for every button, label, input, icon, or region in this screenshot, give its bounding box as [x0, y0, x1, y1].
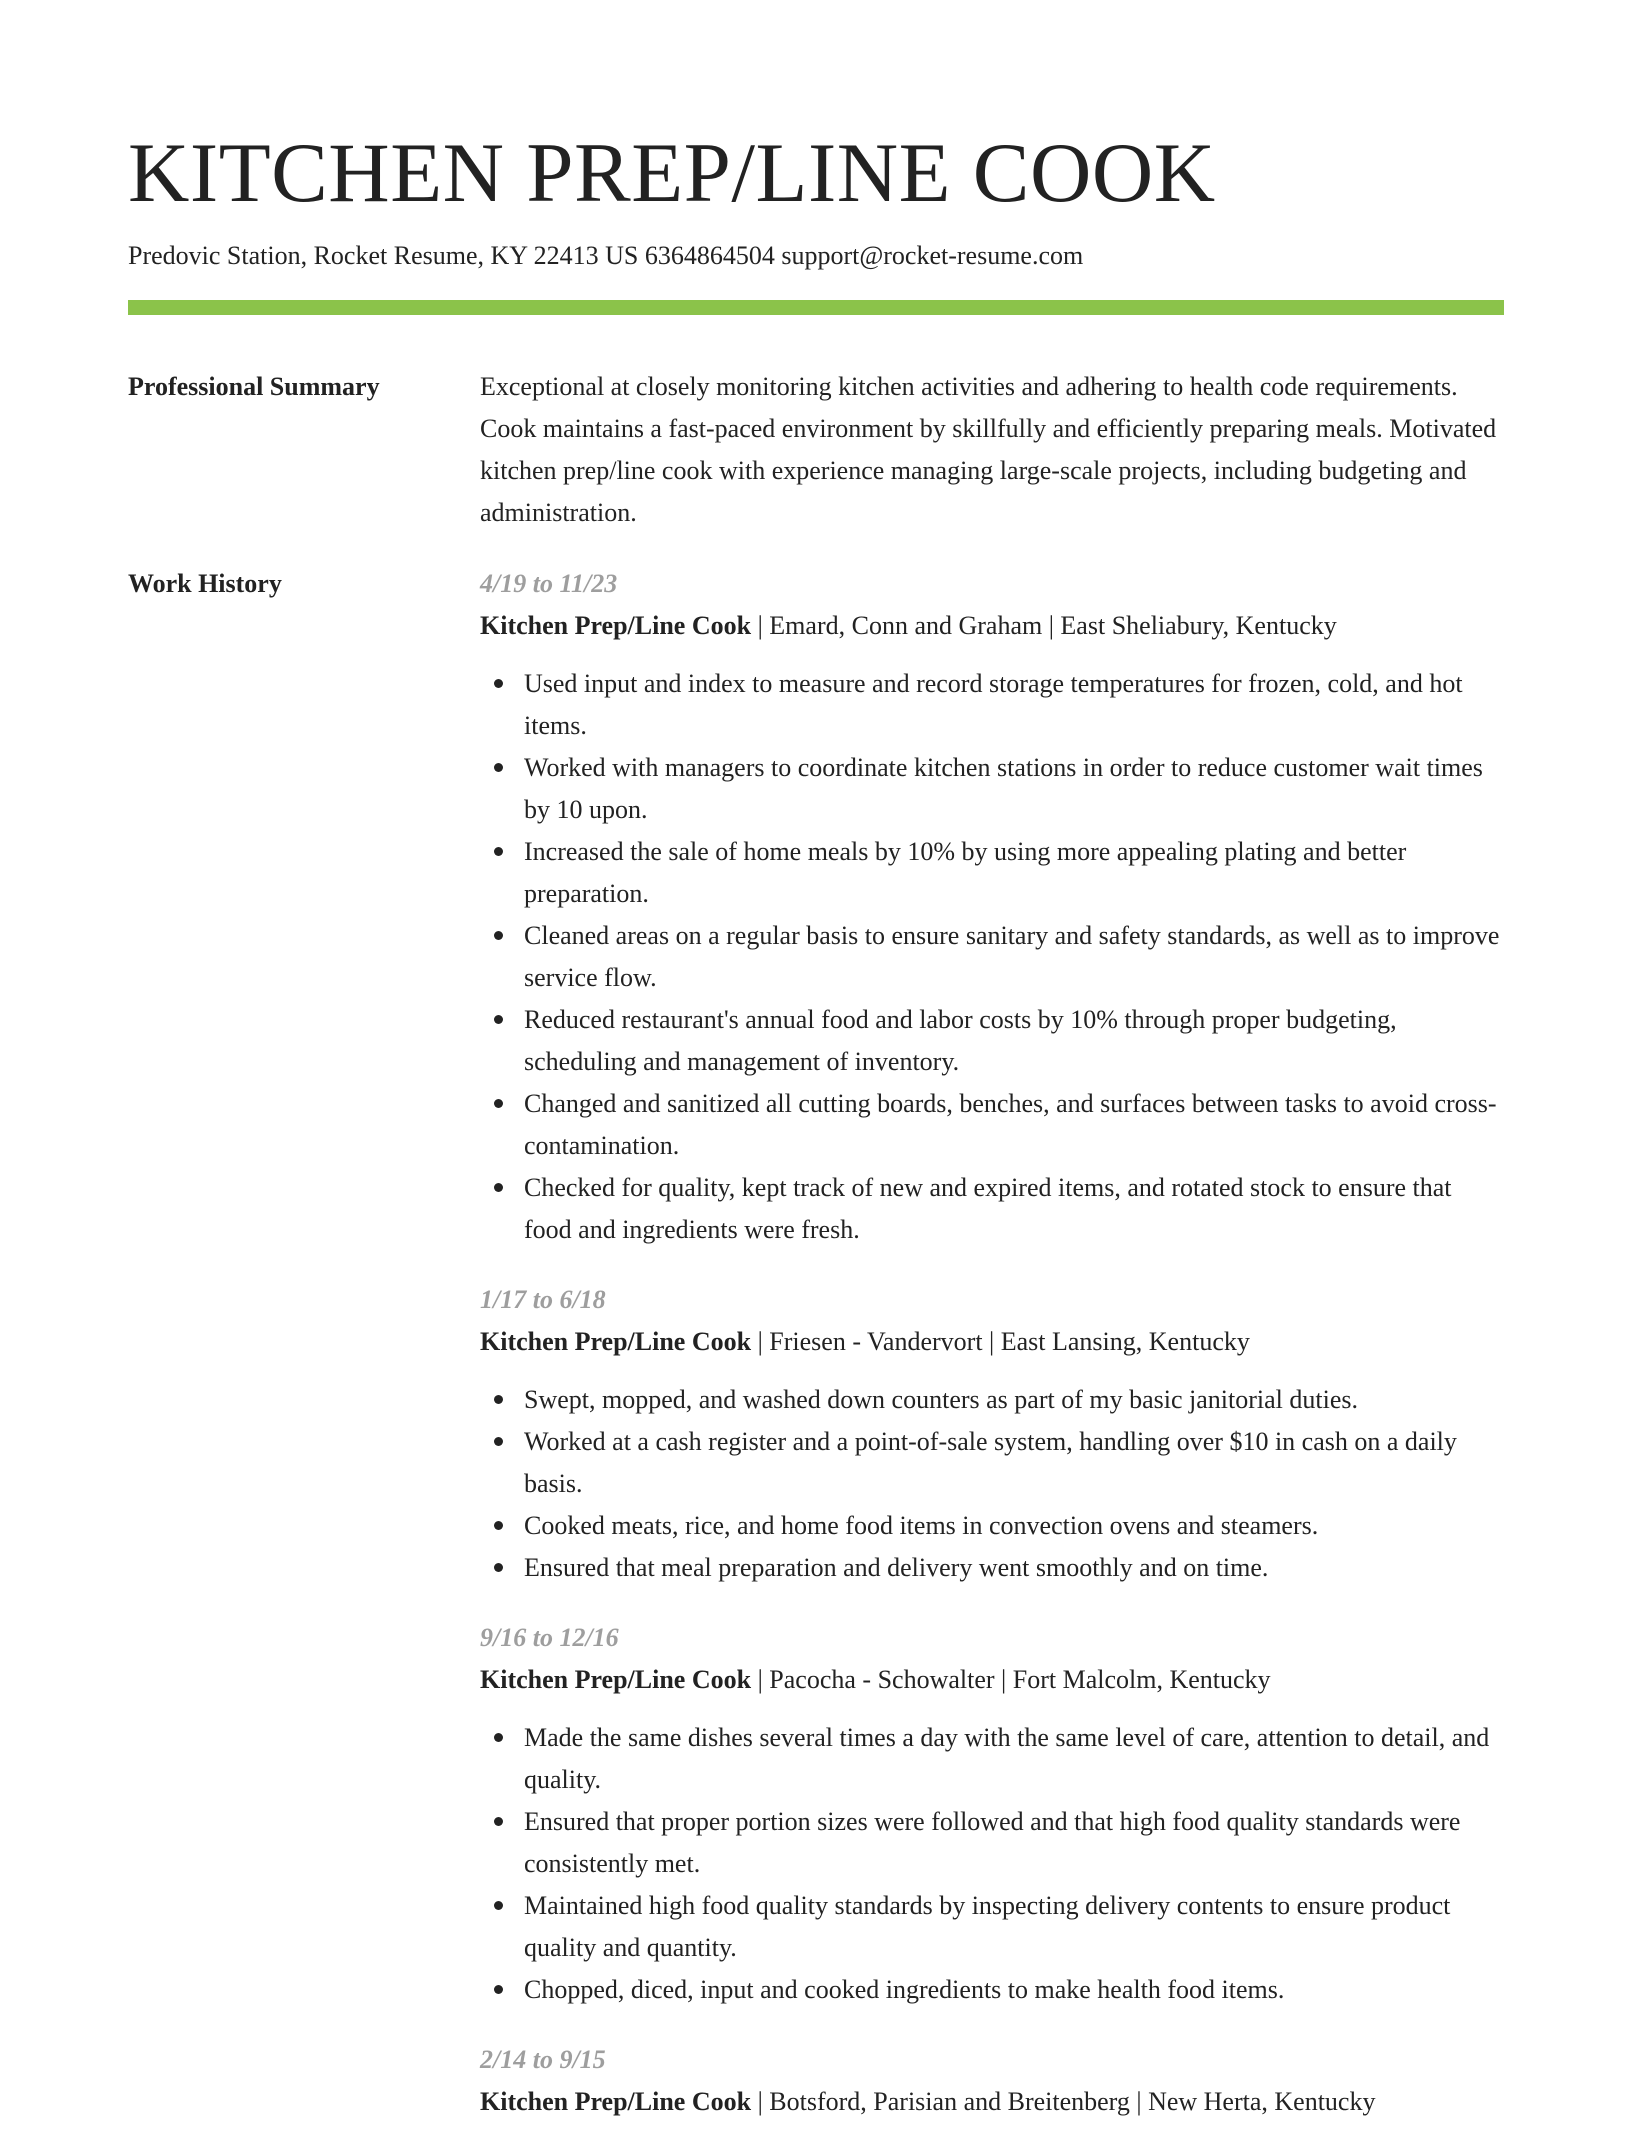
duty-item	[524, 1547, 1504, 1589]
job-heading	[480, 1659, 1504, 1701]
bullet-icon	[494, 1733, 503, 1742]
professional-summary-section	[128, 366, 1504, 534]
bullet-icon	[494, 679, 503, 688]
job-title: Kitchen Prep/Line Cook	[480, 1327, 752, 1356]
duty-item	[524, 747, 1504, 831]
work-history-list	[480, 563, 1504, 2151]
duty-text: Used input and index to measure and record storage temperatures for frozen, cold, and hot items.	[524, 669, 1463, 740]
duty-text: Cleaned areas on a regular basis to ensure sanitary and safety standards, as well as to improve service flow.	[524, 921, 1500, 992]
job-employer-location: | Friesen - Vandervort | East Lansing, Kentucky	[751, 1327, 1250, 1356]
duty-item	[524, 1379, 1504, 1421]
duty-item	[524, 1421, 1504, 1505]
job-heading	[480, 605, 1504, 647]
bullet-icon	[494, 1183, 503, 1192]
bullet-icon	[494, 1395, 503, 1404]
bullet-icon	[494, 1099, 503, 1108]
bullet-icon	[494, 1521, 503, 1530]
job-duties-list	[480, 1379, 1504, 1589]
bullet-icon	[494, 1437, 503, 1446]
job-dates: 9/16 to 12/16	[480, 1623, 619, 1652]
job-title: Kitchen Prep/Line Cook	[480, 611, 752, 640]
job-title: Kitchen Prep/Line Cook	[480, 2087, 752, 2116]
job-entry	[480, 563, 1504, 1251]
job-dates: 2/14 to 9/15	[480, 2045, 606, 2074]
bullet-icon	[494, 1817, 503, 1826]
job-entry	[480, 1617, 1504, 2011]
work-history-section	[128, 563, 1504, 2151]
job-duties-list	[480, 1717, 1504, 2011]
job-entry	[480, 2039, 1504, 2123]
duty-text: Reduced restaurant's annual food and labor costs by 10% through proper budgeting, scheduling and management of inventory.	[524, 1005, 1397, 1076]
job-employer-location: | Pacocha - Schowalter | Fort Malcolm, Kentucky	[751, 1665, 1271, 1694]
bullet-icon	[494, 1015, 503, 1024]
duty-text: Maintained high food quality standards by inspecting delivery contents to ensure product quality and quantity.	[524, 1891, 1451, 1962]
job-employer-location: | Botsford, Parisian and Breitenberg | New Herta, Kentucky	[751, 2087, 1376, 2116]
duty-text: Cooked meats, rice, and home food items in convection ovens and steamers.	[524, 1511, 1319, 1540]
job-title: Kitchen Prep/Line Cook	[480, 1665, 752, 1694]
job-heading	[480, 1321, 1504, 1363]
resume-page	[128, 0, 1504, 2151]
duty-item	[524, 1885, 1504, 1969]
job-dates: 4/19 to 11/23	[480, 569, 618, 598]
section-label-work-history: Work History	[128, 569, 282, 598]
bullet-icon	[494, 847, 503, 856]
resume-title: KITCHEN PREP/LINE COOK	[128, 126, 1216, 220]
section-label-summary: Professional Summary	[128, 372, 380, 401]
duty-item	[524, 1969, 1504, 2011]
job-dates: 1/17 to 6/18	[480, 1285, 606, 1314]
duty-item	[524, 1167, 1504, 1251]
duty-text: Worked at a cash register and a point-of-sale system, handling over $10 in cash on a daily basis.	[524, 1427, 1457, 1498]
duty-text: Checked for quality, kept track of new and expired items, and rotated stock to ensure that food and ingredients were fresh.	[524, 1173, 1452, 1244]
duty-item	[524, 915, 1504, 999]
duty-item	[524, 831, 1504, 915]
header-divider	[128, 300, 1504, 315]
bullet-icon	[494, 1901, 503, 1910]
job-heading	[480, 2081, 1504, 2123]
duty-text: Increased the sale of home meals by 10% by using more appealing plating and better preparation.	[524, 837, 1407, 908]
duty-item	[524, 1801, 1504, 1885]
bullet-icon	[494, 931, 503, 940]
duty-text: Swept, mopped, and washed down counters as part of my basic janitorial duties.	[524, 1385, 1358, 1414]
duty-text: Chopped, diced, input and cooked ingredients to make health food items.	[524, 1975, 1285, 2004]
bullet-icon	[494, 1563, 503, 1572]
duty-text: Ensured that meal preparation and delivery went smoothly and on time.	[524, 1553, 1269, 1582]
bullet-icon	[494, 1985, 503, 1994]
duty-item	[524, 1505, 1504, 1547]
job-entry	[480, 1279, 1504, 1589]
duty-text: Worked with managers to coordinate kitchen stations in order to reduce customer wait times by 10 upon.	[524, 753, 1483, 824]
duty-text: Changed and sanitized all cutting boards, benches, and surfaces between tasks to avoid cross-contamination.	[524, 1089, 1497, 1160]
summary-text: Exceptional at closely monitoring kitchen activities and adhering to health code requirements. Cook maintains a fast-paced environment by skillfully and efficiently preparing meals. Motivated kitchen prep/line cook with experience managing large-scale projects, including budgeting and administration.	[480, 372, 1497, 527]
duty-item	[524, 663, 1504, 747]
duty-text: Made the same dishes several times a day with the same level of care, attention to detail, and quality.	[524, 1723, 1490, 1794]
duty-item	[524, 1083, 1504, 1167]
duty-text: Ensured that proper portion sizes were followed and that high food quality standards were consistently met.	[524, 1807, 1461, 1878]
bullet-icon	[494, 763, 503, 772]
duty-item	[524, 1717, 1504, 1801]
contact-info: Predovic Station, Rocket Resume, KY 22413 US 6364864504 support@rocket-resume.com	[128, 241, 1084, 270]
job-duties-list	[480, 663, 1504, 1251]
duty-item	[524, 999, 1504, 1083]
job-employer-location: | Emard, Conn and Graham | East Sheliabury, Kentucky	[751, 611, 1337, 640]
